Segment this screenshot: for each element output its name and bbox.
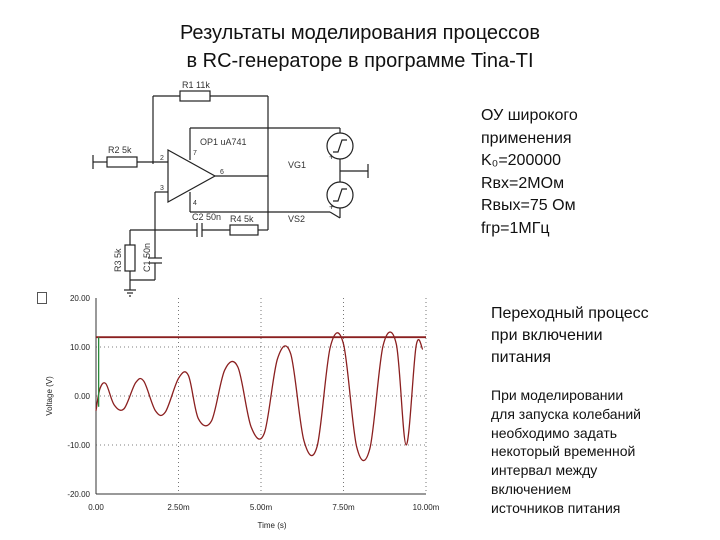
y-tick-label: -20.00 [67,490,90,499]
resistor-r4 [230,225,258,235]
heading-line: Переходный процесс [491,305,649,322]
x-tick-label: 0.00 [88,503,104,512]
note-line: источников питания [491,499,621,516]
note-line: интервал между [491,462,598,479]
label-pin4: 4 [193,200,197,207]
slide-title-line1: Результаты моделирования процессов [179,22,541,44]
x-axis-label: Time (s) [257,521,287,530]
resistor-r2 [107,157,137,167]
label-c1: C1 50n [142,242,152,272]
label-r2: R2 5k [108,145,132,155]
label-plus-vs2: + [329,202,335,212]
y-tick-label: -10.00 [67,441,90,450]
spec-cutoff-frequency: fгр=1МГц [481,219,550,237]
x-tick-label: 2.50m [167,503,190,512]
label-r4: R4 5k [230,214,254,224]
note-line: необходимо задать [491,424,618,441]
note-line: некоторый временной [491,443,636,460]
spec-input-resistance: Rвх=2МОм [481,174,565,192]
plot-menu-icon[interactable] [37,292,47,304]
y-tick-label: 10.00 [69,343,90,352]
label-r1: R1 11k [182,80,210,90]
transient-heading [491,303,711,369]
label-pin6: 6 [220,169,224,176]
label-pin2: 2 [160,155,164,162]
opamp-op1 [168,150,215,202]
label-pin3: 3 [160,185,164,192]
y-axis-label: Voltage (V) [45,376,54,416]
spec-line: применения [481,129,572,147]
y-tick-label: 20.00 [69,294,90,303]
slide-title-line2: в RC-генераторе в программе Tina-TI [186,50,534,72]
opamp-spec-block [481,105,578,240]
x-tick-label: 10.00m [412,503,440,512]
note-line: При моделировании [491,387,624,403]
spec-line: ОУ широкого [481,107,578,124]
y-tick-label: 0.00 [74,392,90,401]
spec-output-resistance: Rвых=75 Ом [481,197,576,214]
note-line: включением [491,480,572,497]
resistor-r3 [125,245,135,271]
simulation-note [491,386,716,518]
label-vs2: VS2 [288,214,306,224]
label-c2: C2 50n [192,212,222,222]
x-tick-label: 7.50m [332,503,355,512]
label-plus-vg1: + [329,152,335,162]
heading-line: при включении [491,327,603,344]
spec-gain: K₀=200000 [481,152,562,169]
label-vg1: VG1 [288,160,307,170]
resistor-r1 [180,91,210,101]
label-opamp: OP1 uA741 [200,137,247,147]
note-line: для запуска колебаний [491,405,641,422]
label-r3: R3 5k [113,248,123,272]
heading-line: питания [491,349,552,366]
x-tick-label: 5.00m [249,503,273,512]
label-pin7: 7 [193,150,197,157]
